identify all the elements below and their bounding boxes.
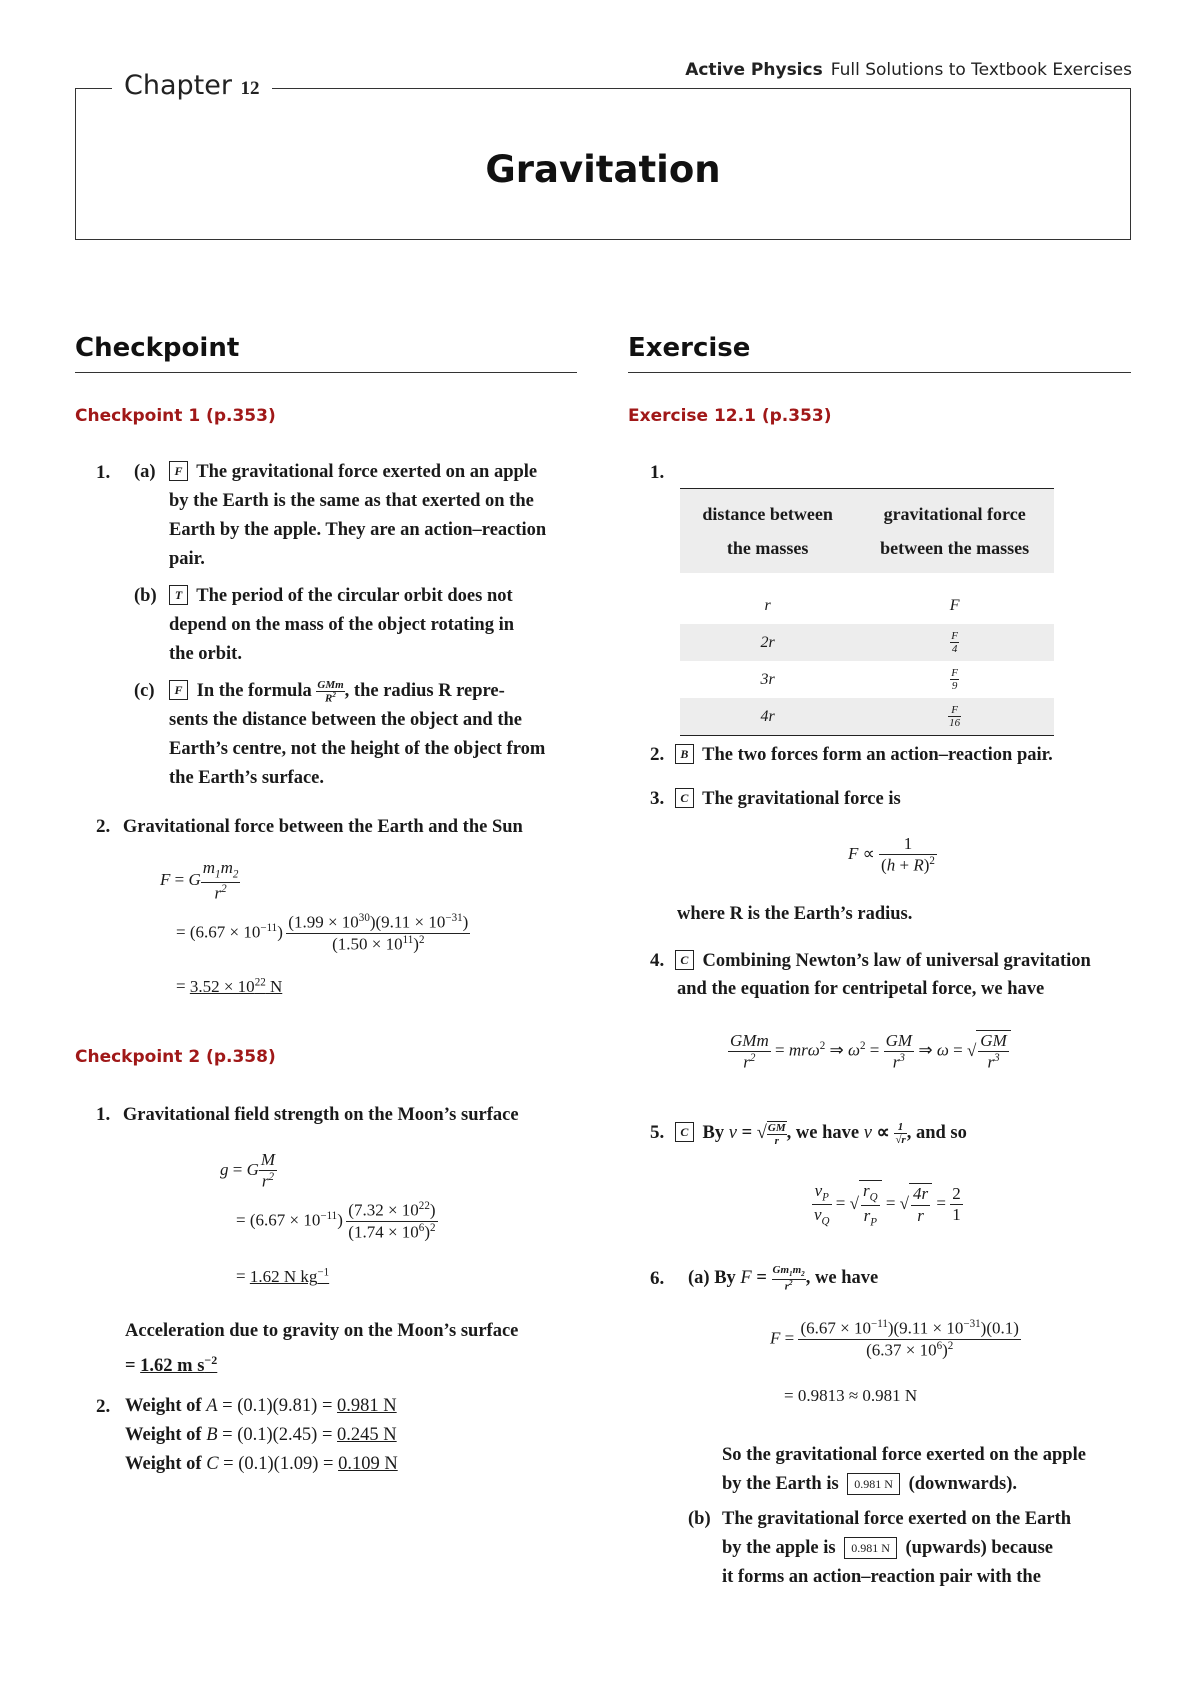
cp2-q1: 1. Gravitational field strength on the Moon’s surface — [96, 1104, 519, 1125]
ex-q6b-line: it forms an action–reaction pair with the — [722, 1567, 1041, 1587]
weight-row: Weight of C = (0.1)(1.09) = 0.109 N — [125, 1454, 398, 1474]
cp1-q1a-label: (a) — [134, 462, 156, 482]
ex-q4-line: and the equation for centripetal force, we have — [677, 979, 1045, 999]
answer-box: F — [169, 680, 188, 700]
checkpoint-rule — [75, 372, 577, 373]
cp1-eq-1: F = G $\frac{m_1m_2}{r^2}$ — [160, 858, 239, 903]
cp1-q1a-line: Earth by the apple. They are an action–reaction — [169, 520, 547, 540]
cp1-q1b-label: (b) — [134, 586, 157, 606]
cp2-accel-text: Acceleration due to gravity on the Moon’s surface — [125, 1321, 519, 1341]
answer-box: C — [675, 788, 694, 808]
ex-q6b-line: by the apple is 0.981 N (upwards) because — [722, 1538, 1054, 1558]
running-head — [685, 60, 1132, 80]
cp1-eq-2: = $(6.67 \times 10^{-11})$ $\frac{(1.99 \times 10^{30})(9.11 \times 10^{-31})}{(1.50 \times 10^{11})^2}$ — [176, 912, 469, 954]
ex-q6-eq-2: = 0.9813 ≈ 0.981 N — [784, 1386, 918, 1405]
ex-q3: 3. C The gravitational force is — [650, 788, 901, 809]
cp1-q1a-line: by the Earth is the same as that exerted on the — [169, 491, 534, 511]
table-header: distance between the masses — [680, 489, 855, 574]
answer-box: F — [169, 461, 188, 481]
ex-q6-so-line: So the gravitational force exerted on the apple — [722, 1445, 1086, 1465]
cp2-eq-1: g = G $\frac{M}{r^2}$ — [220, 1150, 276, 1192]
cp2-eq-2: = $(6.67 \times 10^{-11})$ $\frac{(7.32 \times 10^{22})}{(1.74 \times 10^6)^2}$ — [236, 1200, 436, 1242]
answer-box: C — [675, 1122, 694, 1142]
ex-q4: 4. C Combining Newton’s law of universal gravitation — [650, 950, 1091, 971]
exercise-rule — [628, 372, 1131, 373]
cp1-q1c-line: Earth’s centre, not the height of the object from — [169, 739, 546, 759]
cp1-q1b: T The period of the circular orbit does not — [169, 582, 513, 611]
ex-q6b-line: The gravitational force exerted on the Earth — [722, 1509, 1072, 1529]
cp2-q2: 2. — [96, 1396, 111, 1417]
cp1-q1b-line: the orbit. — [169, 644, 242, 664]
ex-q4-eq: $\frac{\text{GMm}}{r^2}$ = mrω$^2$ ⇒ $\omega^2$ = $\frac{GM}{r^3}$ ⇒ ω = √ $\frac{GM}{r^3}$ — [728, 1030, 1011, 1073]
answer-box: C — [675, 950, 694, 970]
weight-row: Weight of A = (0.1)(9.81) = 0.981 N — [125, 1396, 397, 1416]
table-row: 2r $\frac{F}{4}$ — [680, 624, 1054, 661]
checkpoint-2-title: Checkpoint 2 (p.358) — [75, 1047, 276, 1067]
weight-row: Weight of B = (0.1)(2.45) = 0.245 N — [125, 1425, 397, 1445]
answer-box: T — [169, 585, 188, 605]
answer-box: 0.981 N — [844, 1537, 897, 1559]
ex-q6-so-line: by the Earth is 0.981 N (downwards). — [722, 1474, 1018, 1494]
answer-box: B — [675, 744, 694, 764]
formula-gmm-r2: GMm $R^2$ — [317, 678, 344, 705]
cp1-q2: 2. Gravitational force between the Earth and the Sun — [96, 816, 523, 837]
checkpoint-heading: Checkpoint — [75, 333, 240, 363]
exercise-12-1-title: Exercise 12.1 (p.353) — [628, 406, 832, 426]
ex-q3-eq: F ∝ $\frac{1}{(h + R)^2}$ — [848, 834, 935, 876]
cp1-q1b-line: depend on the mass of the object rotating in — [169, 615, 514, 635]
ex-q6: 6. — [650, 1268, 665, 1289]
cp1-eq-3: = $3.52 \times 10^{22}$ N — [176, 976, 283, 996]
exercise-heading: Exercise — [628, 333, 751, 363]
table-header: gravitational force between the masses — [855, 489, 1054, 574]
cp1-q1: 1. — [96, 462, 111, 483]
book-subtitle: Full Solutions to Textbook Exercises — [830, 60, 1132, 80]
ex-q5-eq: $\frac{v_P}{v_Q}$ = √ $\frac{r_Q}{r_P}$ = √ $\frac{4r}{r}$ = $\frac{2}{1}$ — [814, 1180, 961, 1229]
cp1-q1c-line: the Earth’s surface. — [169, 768, 324, 788]
ex-q6-eq-1: F = $\frac{(6.67 \times 10^{-11})(9.11 \times 10^{-31})(0.1)}{(6.37 \times 10^6)^2}$ — [770, 1318, 1019, 1360]
ex-q6a: (a) By F = $\frac{Gm_1m_2}{r^2}$ , we have — [688, 1264, 879, 1294]
table-row: 3r $\frac{F}{9}$ — [760, 666, 958, 692]
cp1-q1a: F The gravitational force exerted on an apple — [169, 458, 537, 487]
cp2-accel-result: = 1.62 m $s^{-2}$ — [125, 1353, 218, 1377]
chapter-word: Chapter — [124, 70, 232, 101]
chapter-title: Gravitation — [485, 148, 721, 191]
ex-q1: 1. — [650, 462, 665, 483]
chapter-label — [112, 70, 272, 101]
answer-box: 0.981 N — [847, 1473, 900, 1495]
book-title: Active Physics — [685, 60, 823, 80]
table-header-row — [680, 489, 1054, 574]
cp2-eq-3: = 1.62 N $kg^{-1}$ — [236, 1266, 330, 1286]
cp1-q1c: F In the formula GMm $R^2$ , the radius R repre- — [169, 677, 505, 706]
checkpoint-1-title: Checkpoint 1 (p.353) — [75, 406, 276, 426]
table-row: r F — [764, 596, 960, 614]
ex-q3-where: where R is the Earth’s radius. — [677, 904, 913, 924]
cp1-q1a-line: pair. — [169, 549, 205, 569]
ex-q6b-label: (b) — [688, 1509, 711, 1529]
cp1-q1c-line: sents the distance between the object and the — [169, 710, 523, 730]
cp1-q1c-label: (c) — [134, 681, 155, 701]
table-row: 4r $\frac{F}{16}$ — [680, 698, 1054, 736]
distance-force-table — [680, 488, 1054, 736]
ex-q2: 2. B The two forces form an action–reaction pair. — [650, 744, 1053, 765]
chapter-number: 12 — [240, 78, 260, 99]
ex-q5: 5. C By v = √ $\frac{GM}{r}$ , we have v ∝ $\frac{1}{√r}$ , and so — [650, 1121, 967, 1147]
